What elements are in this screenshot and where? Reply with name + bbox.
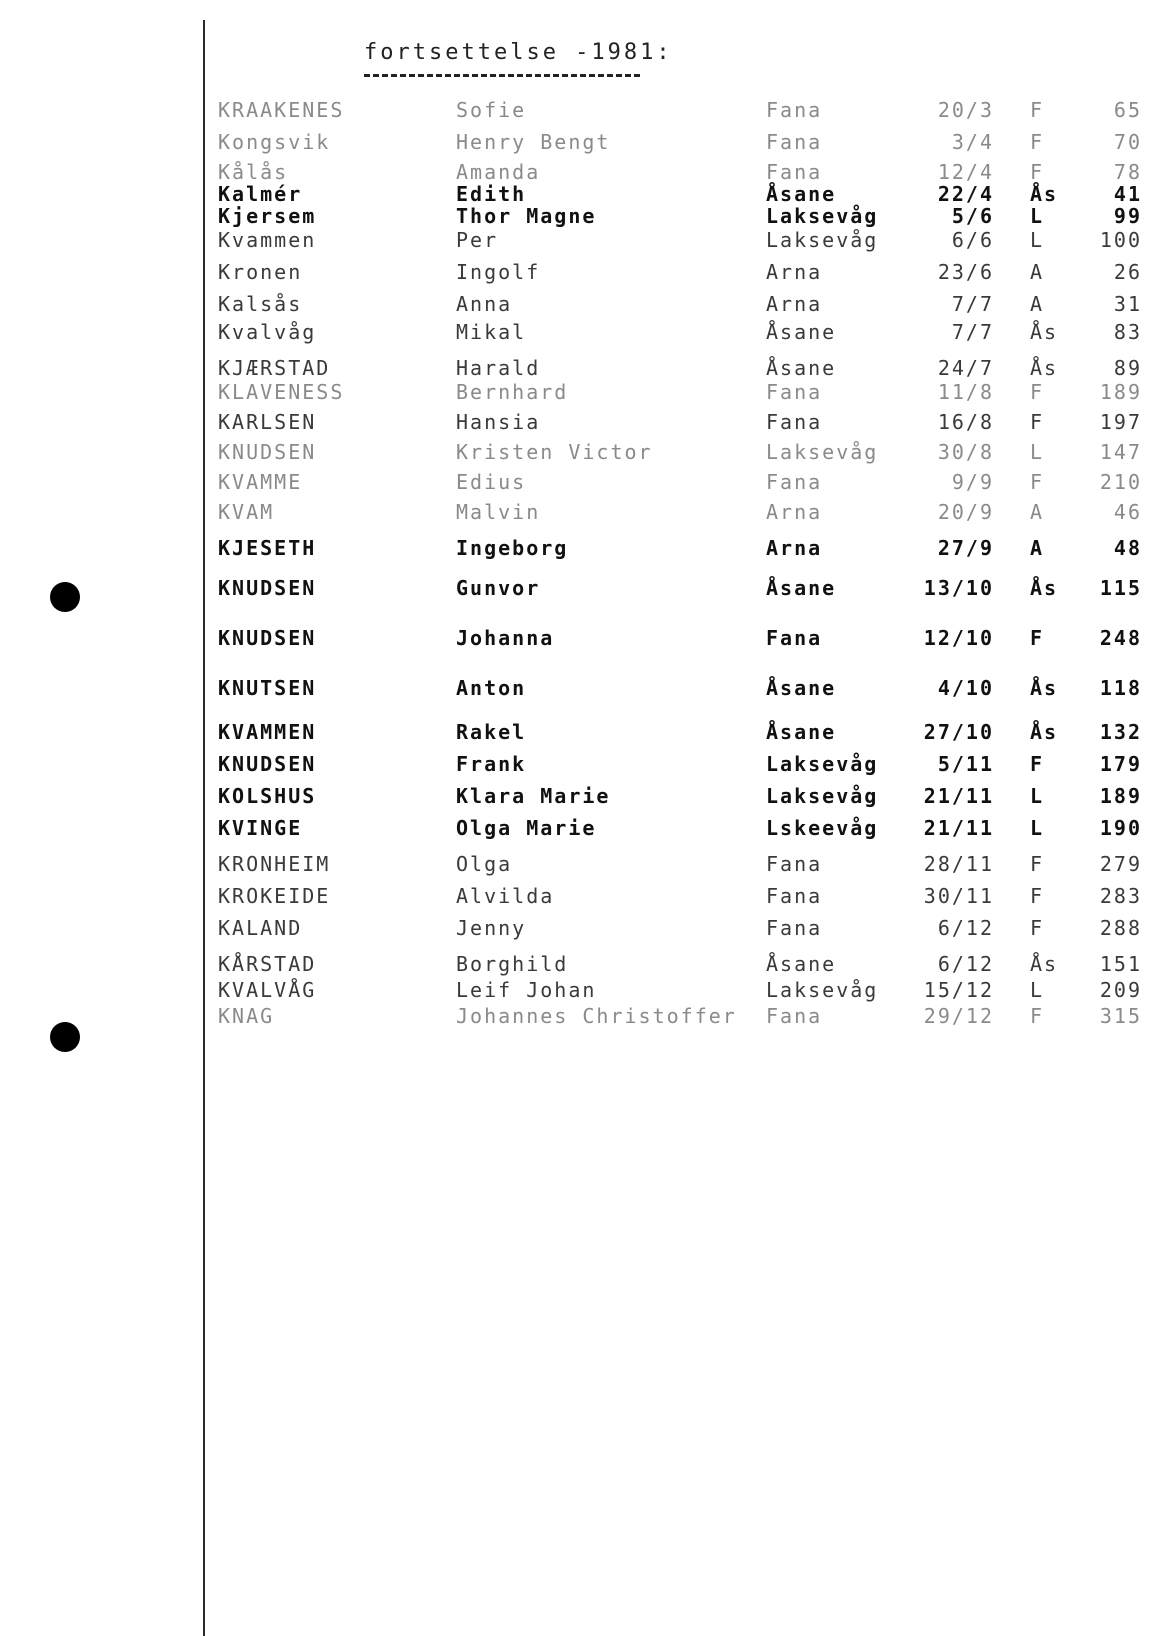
place-cell: Åsane [766,320,837,344]
first-name-cell: Bernhard [456,380,569,404]
surname-cell: KRAAKENES [218,98,345,122]
surname-cell: Kvalvåg [218,320,317,344]
code-cell: Ås [1030,320,1059,344]
surname-cell: Kronen [218,260,303,284]
first-name-cell: Leif Johan [456,978,597,1002]
code-cell: L [1030,978,1045,1002]
code-cell: A [1030,292,1045,316]
place-cell: Fana [766,410,823,434]
code-cell: L [1030,228,1045,252]
date-cell: 15/12 [923,978,994,1002]
first-name-cell: Edith [456,182,527,206]
surname-cell: KVAMMEN [218,720,317,744]
place-cell: Åsane [766,576,837,600]
date-cell: 4/10 [937,676,994,700]
code-cell: F [1030,160,1045,184]
number-cell: 210 [1099,470,1142,494]
first-name-cell: Harald [456,356,541,380]
place-cell: Arna [766,500,823,524]
date-cell: 30/11 [923,884,994,908]
date-cell: 3/4 [951,130,994,154]
punch-hole-bottom [50,1022,80,1052]
surname-cell: Kvammen [218,228,317,252]
number-cell: 189 [1099,380,1142,404]
surname-cell: Kålås [218,160,289,184]
place-cell: Åsane [766,182,837,206]
first-name-cell: Jenny [456,916,527,940]
number-cell: 70 [1113,130,1142,154]
code-cell: F [1030,852,1045,876]
surname-cell: Kalmér [218,182,303,206]
first-name-cell: Olga [456,852,513,876]
place-cell: Laksevåg [766,752,879,776]
place-cell: Fana [766,626,823,650]
code-cell: A [1030,260,1045,284]
surname-cell: KNUDSEN [218,440,317,464]
place-cell: Åsane [766,720,837,744]
date-cell: 21/11 [923,816,994,840]
date-cell: 12/10 [923,626,994,650]
number-cell: 26 [1113,260,1142,284]
number-cell: 315 [1099,1004,1142,1028]
surname-cell: KVAM [218,500,275,524]
date-cell: 28/11 [923,852,994,876]
first-name-cell: Olga Marie [456,816,597,840]
number-cell: 46 [1113,500,1142,524]
first-name-cell: Rakel [456,720,527,744]
place-cell: Laksevåg [766,440,879,464]
date-cell: 12/4 [937,160,994,184]
date-cell: 6/12 [937,952,994,976]
date-cell: 6/6 [951,228,994,252]
place-cell: Arna [766,292,823,316]
first-name-cell: Ingeborg [456,536,569,560]
date-cell: 21/11 [923,784,994,808]
first-name-cell: Ingolf [456,260,541,284]
code-cell: F [1030,470,1045,494]
surname-cell: KRONHEIM [218,852,331,876]
surname-cell: KROKEIDE [218,884,331,908]
number-cell: 151 [1099,952,1142,976]
place-cell: Laksevåg [766,978,879,1002]
date-cell: 16/8 [937,410,994,434]
code-cell: Ås [1030,676,1059,700]
date-cell: 20/9 [937,500,994,524]
place-cell: Laksevåg [766,228,879,252]
first-name-cell: Thor Magne [456,204,597,228]
code-cell: Ås [1030,182,1059,206]
number-cell: 179 [1099,752,1142,776]
page-title: fortsettelse -1981: [364,40,673,65]
date-cell: 30/8 [937,440,994,464]
surname-cell: KARLSEN [218,410,317,434]
number-cell: 189 [1099,784,1142,808]
surname-cell: KNUDSEN [218,752,317,776]
first-name-cell: Johanna [456,626,555,650]
date-cell: 24/7 [937,356,994,380]
place-cell: Fana [766,130,823,154]
place-cell: Fana [766,98,823,122]
code-cell: Ås [1030,576,1059,600]
code-cell: F [1030,752,1045,776]
margin-line [203,20,205,1636]
number-cell: 99 [1113,204,1142,228]
place-cell: Arna [766,536,823,560]
date-cell: 22/4 [937,182,994,206]
code-cell: A [1030,536,1045,560]
first-name-cell: Anton [456,676,527,700]
first-name-cell: Gunvor [456,576,541,600]
date-cell: 27/9 [937,536,994,560]
place-cell: Fana [766,916,823,940]
code-cell: Ås [1030,952,1059,976]
date-cell: 29/12 [923,1004,994,1028]
number-cell: 209 [1099,978,1142,1002]
surname-cell: KVINGE [218,816,303,840]
first-name-cell: Hansia [456,410,541,434]
number-cell: 31 [1113,292,1142,316]
number-cell: 83 [1113,320,1142,344]
first-name-cell: Frank [456,752,527,776]
code-cell: L [1030,204,1045,228]
number-cell: 48 [1113,536,1142,560]
number-cell: 279 [1099,852,1142,876]
code-cell: F [1030,98,1045,122]
date-cell: 7/7 [951,320,994,344]
surname-cell: KJESETH [218,536,317,560]
date-cell: 27/10 [923,720,994,744]
place-cell: Laksevåg [766,204,879,228]
first-name-cell: Amanda [456,160,541,184]
place-cell: Fana [766,1004,823,1028]
surname-cell: KNUDSEN [218,626,317,650]
place-cell: Åsane [766,952,837,976]
place-cell: Fana [766,852,823,876]
first-name-cell: Henry Bengt [456,130,611,154]
surname-cell: KVALVÅG [218,978,317,1002]
code-cell: F [1030,410,1045,434]
place-cell: Lskeevåg [766,816,879,840]
number-cell: 147 [1099,440,1142,464]
surname-cell: KALAND [218,916,303,940]
surname-cell: KNUTSEN [218,676,317,700]
number-cell: 100 [1099,228,1142,252]
first-name-cell: Borghild [456,952,569,976]
surname-cell: Kjersem [218,204,317,228]
first-name-cell: Alvilda [456,884,555,908]
date-cell: 20/3 [937,98,994,122]
number-cell: 115 [1099,576,1142,600]
code-cell: F [1030,380,1045,404]
code-cell: A [1030,500,1045,524]
place-cell: Fana [766,160,823,184]
code-cell: F [1030,884,1045,908]
number-cell: 65 [1113,98,1142,122]
code-cell: Ås [1030,720,1059,744]
date-cell: 9/9 [951,470,994,494]
date-cell: 5/6 [951,204,994,228]
first-name-cell: Johannes Christoffer [456,1004,737,1028]
surname-cell: KNUDSEN [218,576,317,600]
first-name-cell: Sofie [456,98,527,122]
date-cell: 6/12 [937,916,994,940]
punch-hole-top [50,582,80,612]
first-name-cell: Per [456,228,499,252]
first-name-cell: Malvin [456,500,541,524]
number-cell: 248 [1099,626,1142,650]
surname-cell: KOLSHUS [218,784,317,808]
first-name-cell: Mikal [456,320,527,344]
number-cell: 288 [1099,916,1142,940]
place-cell: Fana [766,470,823,494]
code-cell: F [1030,130,1045,154]
date-cell: 11/8 [937,380,994,404]
surname-cell: KÅRSTAD [218,952,317,976]
surname-cell: Kalsås [218,292,303,316]
number-cell: 190 [1099,816,1142,840]
place-cell: Fana [766,380,823,404]
number-cell: 283 [1099,884,1142,908]
surname-cell: Kongsvik [218,130,331,154]
date-cell: 5/11 [937,752,994,776]
first-name-cell: Edius [456,470,527,494]
date-cell: 13/10 [923,576,994,600]
code-cell: L [1030,816,1045,840]
place-cell: Fana [766,884,823,908]
place-cell: Åsane [766,676,837,700]
code-cell: F [1030,1004,1045,1028]
code-cell: L [1030,440,1045,464]
number-cell: 197 [1099,410,1142,434]
surname-cell: KJÆRSTAD [218,356,331,380]
first-name-cell: Anna [456,292,513,316]
code-cell: F [1030,916,1045,940]
number-cell: 89 [1113,356,1142,380]
surname-cell: KNAG [218,1004,275,1028]
number-cell: 41 [1113,182,1142,206]
number-cell: 118 [1099,676,1142,700]
number-cell: 78 [1113,160,1142,184]
code-cell: L [1030,784,1045,808]
surname-cell: KLAVENESS [218,380,345,404]
number-cell: 132 [1099,720,1142,744]
title-underline [364,74,640,77]
surname-cell: KVAMME [218,470,303,494]
first-name-cell: Kristen Victor [456,440,653,464]
place-cell: Arna [766,260,823,284]
place-cell: Laksevåg [766,784,879,808]
date-cell: 23/6 [937,260,994,284]
code-cell: F [1030,626,1045,650]
first-name-cell: Klara Marie [456,784,611,808]
date-cell: 7/7 [951,292,994,316]
place-cell: Åsane [766,356,837,380]
code-cell: Ås [1030,356,1059,380]
